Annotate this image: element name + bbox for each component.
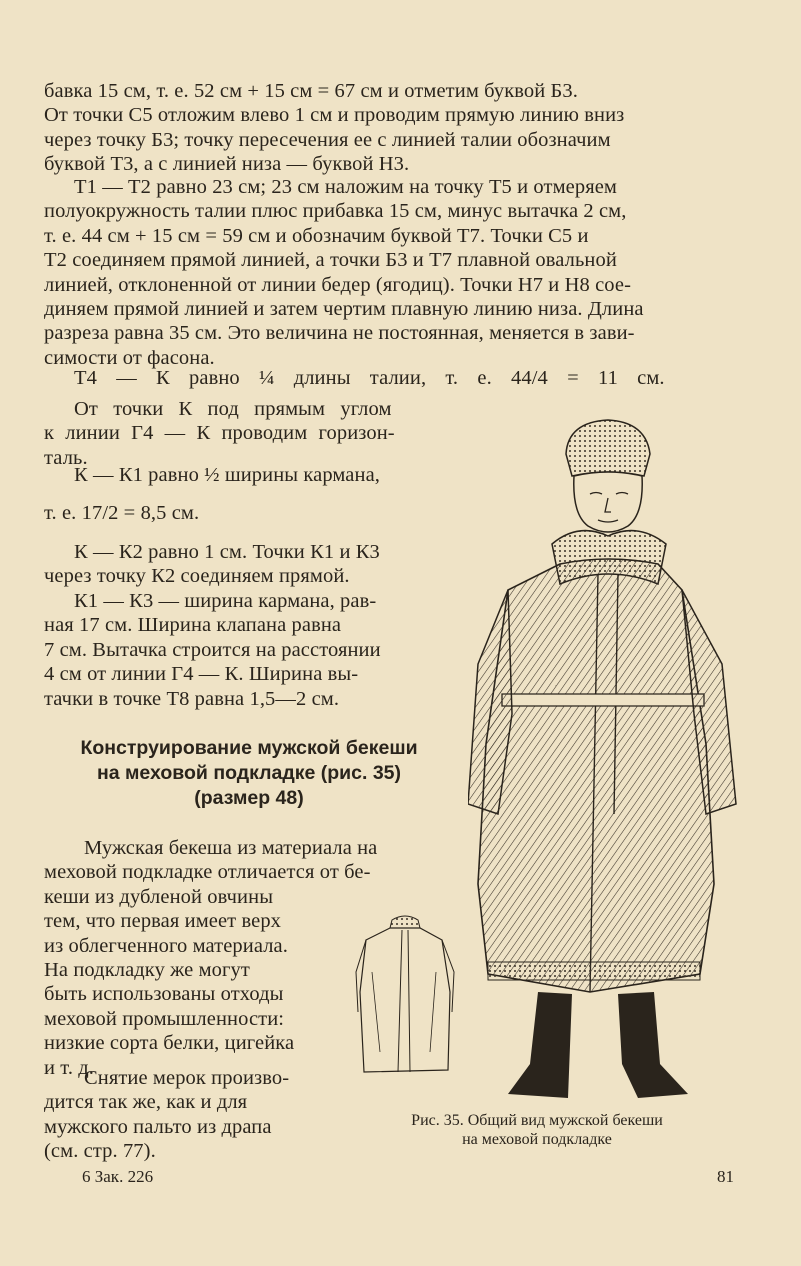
illustration-coat-man [468, 414, 738, 1104]
text-line: и т. д. [44, 1056, 95, 1079]
text-line: К — К1 равно ½ ширины кармана, [74, 464, 381, 486]
section-heading [44, 736, 454, 811]
text-line: полуокружность талии плюс прибавка 15 см, минус вытачка 2 см, [44, 200, 627, 223]
text-line: низкие сорта белки, цигейка [44, 1032, 295, 1055]
paragraph-5 [44, 463, 454, 526]
text-line: через точку К2 соединяем прямой. [44, 565, 350, 588]
text-line: мужского пальто из драпа [44, 1115, 272, 1138]
illustration-coat-outline [350, 912, 460, 1077]
heading-line: Конструирование мужской бекеши [80, 737, 418, 759]
text-line: т. е. 44 см + 15 см = 59 см и обозначим буквой Т7. Точки С5 и [44, 224, 589, 247]
text-line: меховой подкладке отличается от бе- [44, 861, 371, 884]
text-line: К1 — К3 — ширина кармана, рав- [74, 590, 377, 612]
text-line: кеши из дубленой овчины [44, 885, 274, 908]
text-line: буквой Т3, а с линией низа — буквой Н3. [44, 153, 410, 176]
paragraph-1 [44, 79, 760, 177]
text-line: к линии Г4 — К проводим горизон- [44, 422, 395, 445]
paragraph-4 [44, 397, 454, 470]
text-line: линией, отклоненной от линии бедер (ягодиц). Точки Н7 и Н8 сое- [44, 273, 631, 296]
text-line: симости от фасона. [44, 346, 215, 369]
text-line: через точку Б3; точку пересечения ее с линией талии обозначим [44, 128, 611, 151]
text-line: Снятие мерок произво- [84, 1067, 290, 1089]
text-line: Т4 — К равно ¼ длины талии, т. е. 44/4 = 11 см. [74, 367, 665, 389]
caption-line: Рис. 35. Общий вид мужской бекеши [411, 1112, 663, 1129]
text-line: т. е. 17/2 = 8,5 см. [44, 502, 200, 525]
text-line: разреза равна 35 см. Это величина не постоянная, меняется в зави- [44, 322, 635, 345]
text-line: Т1 — Т2 равно 23 см; 23 см наложим на точку Т5 и отмеряем [74, 176, 617, 198]
text-line: диняем прямой линией и затем чертим плавную линию низа. Длина [44, 298, 644, 321]
text-line: (см. стр. 77). [44, 1140, 156, 1163]
footer-print-info: 6 Зак. 226 [82, 1167, 154, 1186]
paragraph-3 [44, 366, 760, 390]
paragraph-7 [44, 589, 454, 711]
text-line: ная 17 см. Ширина клапана равна [44, 614, 342, 637]
text-line: быть использованы отходы [44, 983, 284, 1006]
heading-line: на меховой подкладке (рис. 35) [96, 762, 402, 784]
text-line: От точки К под прямым углом [74, 398, 392, 420]
text-line: дится так же, как и для [44, 1091, 248, 1114]
caption-line: на меховой подкладке [462, 1131, 612, 1148]
page-number: 81 [717, 1167, 734, 1186]
text-line: из облегченного материала. [44, 934, 288, 957]
text-line: тем, что первая имеет верх [44, 910, 282, 933]
paragraph-2 [44, 175, 760, 370]
heading-line: (размер 48) [194, 787, 304, 809]
text-line: меховой промышленности: [44, 1007, 285, 1030]
text-line: Мужская бекеша из материала на [84, 837, 378, 859]
text-line: тачки в точке Т8 равна 1,5—2 см. [44, 687, 340, 710]
text-line: бавка 15 см, т. е. 52 см + 15 см = 67 см и отметим буквой Б3. [44, 80, 579, 102]
text-line: От точки С5 отложим влево 1 см и проводим прямую линию вниз [44, 104, 625, 127]
text-line: На подкладку же могут [44, 959, 250, 982]
figure-caption [372, 1111, 702, 1149]
text-line: Т2 соединяем прямой линией, а точки Б3 и Т7 плавной овальной [44, 249, 617, 272]
text-line: К — К2 равно 1 см. Точки К1 и К3 [74, 541, 380, 563]
text-line: 7 см. Вытачка строится на расстоянии [44, 638, 381, 661]
text-line: 4 см от линии Г4 — К. Ширина вы- [44, 663, 359, 686]
text-line: таль. [44, 446, 88, 469]
paragraph-6 [44, 540, 454, 589]
